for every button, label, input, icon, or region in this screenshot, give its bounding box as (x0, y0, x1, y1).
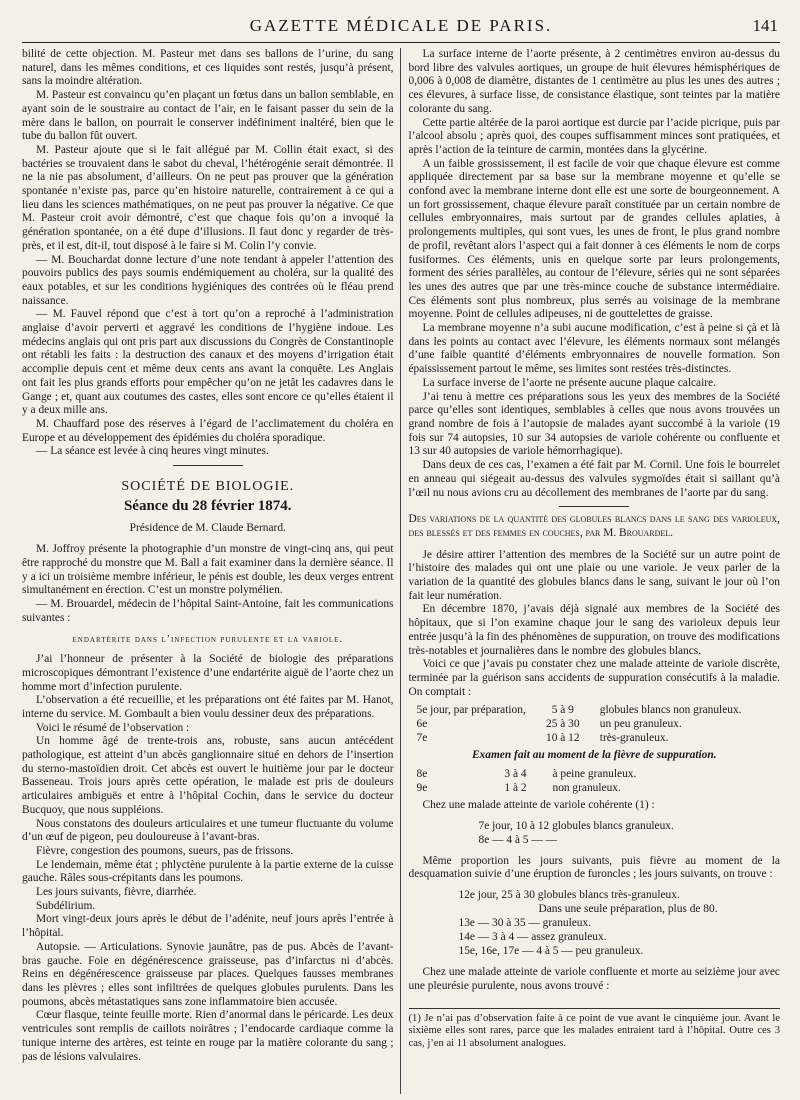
paragraph: Voici ce que j’avais pu constater chez une malade atteinte de variole discrète, terminée par la guérison sans accidents de suppuration consécutifs à la maladie. On comptait : (408, 658, 780, 698)
paragraph: — M. Fauvel répond que c’est à tort qu’on a reproché à l’administration anglaise d’avoir perverti et aggravé les conditions de l’hygiène indoue. Les médecins anglais qui ont pris part aux discussions du Congrès de Constantinople ont rétabli les faits : la destruction des canaux et des moyens d’irrigation était accomplie depuis cent et même deux cents ans avant la conquête. Les Anglais ont fait les plus grands efforts pour empêcher qu’on ne jetât les cadavres dans le Gange ; et, quant aux coutumes des castes, elles sont encore ce qu’elles étaient il y a deux mille ans. (22, 308, 394, 417)
paragraph: Cette partie altérée de la paroi aortique est durcie par l’acide picrique, puis par l’alcool absolu ; après quoi, des coupes suffisamment minces sont pratiquées, et après l’action de la teinture de carmin, montées dans la glycérine. (408, 116, 780, 156)
table-cell: 3 à 4 (504, 768, 527, 781)
page-header (22, 6, 780, 43)
table-cell: à peine granuleux. (552, 768, 637, 781)
paragraph: M. Pasteur est convaincu qu’en plaçant un fœtus dans un ballon semblable, en ayant soin de le soustraire au contact de l’air, en le faisant passer du sein de la mère dans le ballon, on pourrait le conserver indéfiniment inaltéré, bien que le tube du ballon fût ouvert. (22, 89, 394, 143)
table-cell: 10 à 12 (546, 732, 580, 745)
count-list (409, 819, 781, 847)
count-list (409, 888, 781, 958)
table-cell: 6e (416, 718, 428, 731)
paragraph: La surface interne de l’aorte présente, à 2 centimètres environ au-dessus du bord libre des valvules aortiques, un groupe de huit élevures hémisphériques de 0,006 à 0,008 de diamètre, distantes de 1 centimètre au plus les unes des autres ; ces élevures, à surface lisse, de consistance élastique, sont teintes par la matière colorante du sang. (408, 48, 780, 115)
paragraph: — La séance est levée à cinq heures vingt minutes. (36, 445, 269, 458)
table-cell: un peu granuleux. (599, 718, 682, 731)
paragraph: M. Chauffard pose des réserves à l’égard de l’acclimatement du choléra en Europe et au développement des épidémies du choléra sporadique. (22, 417, 394, 444)
paragraph: M. Joffroy présente la photographie d’un monstre de vingt-cinq ans, qui peut être rapproché du monstre que M. Ball a fait examiner dans la dernière séance. Il y a ici un troisième membre inférieur, le pénis est double, les deux verges entrent simultanément en érection. C’est un monstre polymélien. (22, 543, 394, 597)
paragraph: Subdélirium. (36, 899, 96, 912)
list-item: 15e, 16e, 17e — 4 à 5 — peu granuleux. (458, 945, 644, 958)
paragraph: A un faible grossissement, il est facile de voir que chaque élevure est comme appliquée directement par sa base sur la membrane moyenne et qu’elle se confond avec la membrane interne dont elle est une sorte de bourgeonnement. A un fort grossissement, chaque élevure paraît constituée par un certain nombre de cellules embryonnaires, mais surtout par de grandes cellules aplaties, à prolongements multiples, qui sont vues, les unes de front, le plus grand nombre de profil, revêtant alors l’aspect qui a fait donner à ces éléments le nom de corps fusiformes. Ces éléments, unis en quelque sorte par leurs prolongements, forment des séries parallèles, au contour de l’élevure, séries qui ne sont séparées les unes des autres que par une très-mince couche de substance intermédiaire. Ces éléments sont plus nombreux, plus serrés au voisinage de la membrane moyenne. Point de cellules adipeuses, ni de gouttelettes de graisse. (408, 157, 780, 321)
paragraph: Chez une malade atteinte de variole confluente et morte au seizième jour avec une pleurésie purulente, nous avons trouvé : (408, 966, 780, 992)
paragraph: L’observation a été recueillie, et les préparations ont été faites par M. Hanot, interne du service. M. Gombault a bien voulu dessiner deux des préparations. (22, 694, 394, 720)
list-item: 7e jour, 10 à 12 globules blancs granuleux. (478, 819, 674, 832)
table-cell: 25 à 30 (546, 718, 580, 731)
paragraph: Chez une malade atteinte de variole cohérente (1) : (422, 799, 655, 812)
paragraph: — M. Bouchardat donne lecture d’une note tendant à appeler l’attention des pouvoirs publics des pays soumis endémiquement au choléra, sur la qualité des eaux potables, et sur les conditions hygiéniques des contrées où le fléau prend naissance. (22, 253, 394, 307)
count-table (409, 703, 781, 745)
paragraph: Les jours suivants, fièvre, diarrhée. (36, 886, 197, 899)
list-item: 13e — 30 à 35 — granuleux. (458, 917, 592, 930)
paragraph: Cœur flasque, teinte feuille morte. Rien d’anormal dans le péricarde. Les deux ventricules sont remplis de caillots noirâtres ; l’endocarde cardiaque comme la tunique interne des artères, est teinte en rouge par la matière colorante du sang ; pas de lésions valvulaires. (22, 1009, 394, 1063)
paragraph: La membrane moyenne n’a subi aucune modification, c’est à peine si çà et là dans les points au contact avec l’élevure, les éléments normaux sont mélangés d’une faible quantité d’éléments embryonnaires de nouvelle formation. Son épaississement partout le même, ses limites sont restées très-distinctes. (408, 322, 780, 376)
presidence-line: Présidence de M. Claude Bernard. (129, 521, 286, 534)
divider (559, 506, 629, 507)
paragraph: bilité de cette objection. M. Pasteur met dans ses ballons de l’urine, du sang naturel, dans les mêmes conditions, et ces liquides sont restés, jusqu’à présent, sans la moindre altération. (22, 48, 394, 88)
count-table (409, 767, 781, 795)
footnote: (1) Je n’ai pas d’observation faite à ce point de vue avant le cinquième jour. Avant le sixième elles sont rares, parce que les malades entraient tard à l’hôpital. Outre ces 3 cas, j’en ai 11 absolument analogues. (409, 1008, 781, 1051)
divider (173, 465, 243, 466)
seance-title: Séance du 28 février 1874. (123, 497, 292, 514)
paragraph: M. Pasteur ajoute que si le fait allégué par M. Collin était exact, si des bactéries se trouvaient dans le sabot du cheval, l’hétérogénie serait démontrée. Il ne la nie pas absolument, d’ailleurs. On ne peut pas prouver que la génération spontanée n’existe pas, parce qu’en histoire naturelle, contrairement à ce qui a lieu dans les sciences mathématiques, on ne peut pas prouver la négative. Ce que M. Pasteur croit avoir démontré, c’est que chaque fois qu’on a invoqué la génération spontanée, on a été dupe d’illusions. Il faut donc y regarder de très-près, et il est, dit-il, tout disposé à le faire si M. Colin l’y convie. (22, 143, 394, 252)
paragraph: Fièvre, congestion des poumons, sueurs, pas de frissons. (36, 844, 294, 857)
exam-note: Examen fait au moment de la fièvre de suppuration. (471, 749, 717, 762)
paragraph: Je désire attirer l’attention des membres de la Société sur un autre point de l’histoire des malades qui ont une plaie ou une variole. Je veux parler de la variation de la quantité des globules blancs dans le sang, suivant le jour où l’on fait leur numération. (408, 548, 780, 602)
table-cell: 1 à 2 (504, 782, 527, 795)
paragraph: Même proportion les jours suivants, puis fièvre au moment de la desquamation suivie d’une éruption de furoncles ; les jours suivants, on trouve : (408, 854, 780, 881)
paragraph: J’ai tenu à mettre ces préparations sous les yeux des membres de la Société parce qu’elles sont identiques, semblables à celles que nous avons trouvées un grand nombre de fois à l’autopsie de malades ayant succombé à la variole (19 fois sur 74 autopsies, 10 sur 34 autopsies de variole cohérente ou confluente et 13 sur 40 autopsies de variole hémorrhagique). (408, 390, 780, 458)
paragraph: En décembre 1870, j’avais déjà signalé aux membres de la Société des hôpitaux, que si l’on examine chaque jour le sang des varioleux depuis leur entrée jusqu’à la fin des phénomènes de suppuration, on trouve des modifications très-notables et journalières dans le nombre des globules blancs. (408, 603, 780, 657)
table-cell: 7e (416, 732, 428, 745)
table-row (409, 781, 781, 795)
list-item: 12e jour, 25 à 30 globules blancs très-granuleux. (458, 889, 680, 902)
section-heading: Des variations de la quantité des globules blancs dans le sang des varioleux, des blessés et des femmes en couches, par M. Brouardel. (408, 513, 780, 539)
right-column (400, 48, 781, 1094)
table-row (409, 717, 781, 731)
table-row (409, 703, 781, 717)
list-item: 14e — 3 à 4 — assez granuleux. (458, 931, 607, 944)
table-row (409, 767, 781, 781)
section-heading: endartérite dans l’infection purulente et la variole. (72, 634, 343, 646)
list-item: Dans une seule préparation, plus de 80. (538, 903, 718, 916)
table-cell: 8e (416, 768, 428, 781)
paragraph: Autopsie. — Articulations. Synovie jaunâtre, pas de pus. Abcès de l’avant-bras gauche. Foie en dégénérescence graisseuse, pas d’infarctus ni d’abcès. Reins en dégénérescence graisseuse par places. Quelques fausses membranes dans les plèvres ; elles sont infiltrées de quelques globules purulents. Dans les poumons, abcès métastatiques sans zone inflammatoire bien accusée. (22, 940, 394, 1008)
paragraph: La surface inverse de l’aorte ne présente aucune plaque calcaire. (422, 376, 716, 389)
table-cell: 5e jour, par préparation, (416, 704, 526, 717)
paragraph: Dans deux de ces cas, l’examen a été fait par M. Cornil. Une fois le bourrelet en anneau qui siégeait au-dessus des valvules sygmoïdes était si saillant qu’à l’œil nu nous avions cru au décollement des membranes de l’aorte par du sang. (408, 459, 780, 499)
left-column (22, 48, 400, 1094)
paragraph: J’ai l’honneur de présenter à la Société de biologie des préparations microscopiques démontrant l’existence d’une endartérite aiguë de l’aorte chez un homme mort d’infection purulente. (22, 653, 394, 693)
list-item: 8e — 4 à 5 — — (478, 833, 557, 846)
paragraph: Le lendemain, même état ; phlyctène purulente à la partie externe de la cuisse gauche. Râles sous-crépitants dans les poumons. (22, 858, 394, 885)
table-row (409, 731, 781, 745)
table-cell: non granuleux. (552, 782, 621, 795)
paragraph: Mort vingt-deux jours après le début de l’adénite, neuf jours après l’entrée à l’hôpital. (22, 913, 394, 940)
society-title: SOCIÉTÉ DE BIOLOGIE. (121, 479, 295, 495)
table-cell: très-granuleux. (599, 732, 669, 745)
paragraph: Un homme âgé de trente-trois ans, robuste, sans aucun antécédent pathologique, est atteint d’un abcès ganglionnaire situé en dehors de l’insertion du sterno-mastoïdien droit. Cet abcès est ouvert le huitième jour par le docteur Basseneau. Trois jours après cette opération, le malade est pris de douleurs articulaires ambiguës et entre à l’hôpital Cochin, dans le service du docteur Bucquoy, que nous suppléions. (22, 735, 394, 816)
journal-title: GAZETTE MÉDICALE DE PARIS. (249, 16, 553, 35)
page-number: 141 (752, 16, 778, 35)
paragraph: Voici le résumé de l’observation : (36, 721, 190, 734)
paragraph: Nous constatons des douleurs articulaires et une tumeur fluctuante du volume d’un œuf de pigeon, peu douloureuse à l’avant-bras. (22, 817, 394, 844)
text-columns (22, 48, 780, 1094)
table-cell: globules blancs non granuleux. (599, 704, 742, 717)
paragraph: — M. Brouardel, médecin de l’hôpital Saint-Antoine, fait les communications suivantes : (22, 598, 394, 624)
table-cell: 9e (416, 782, 428, 795)
table-cell: 5 à 9 (551, 704, 574, 717)
